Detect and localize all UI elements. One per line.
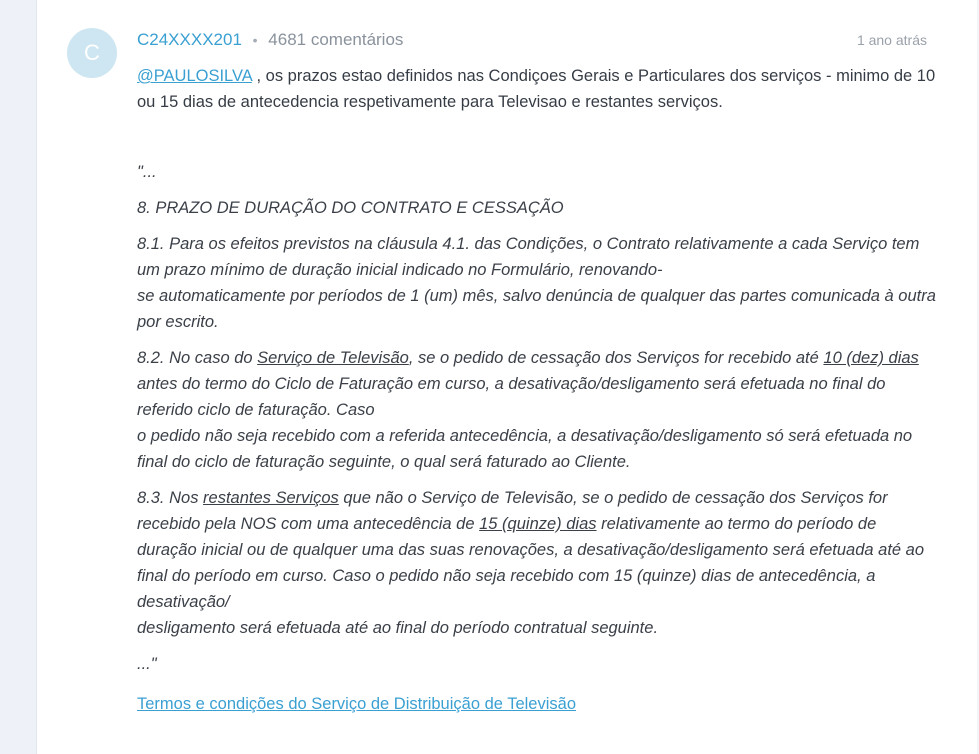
clause-8-3-pre: 8.3. Nos [137,489,204,507]
clause-8-3-text-b: desligamento será efetuada até ao final do período contratual seguinte. [137,619,659,637]
clause-8-3 [137,485,937,641]
clause-8-1-text-b: se automaticamente por períodos de 1 (um) mês, salvo denúncia de qualquer das partes comunicada à outra por escrito. [137,287,936,331]
quote-close: ..." [137,655,157,673]
timestamp[interactable]: 1 ano atrás [856,32,927,48]
comment-body [137,63,937,717]
comment-card [36,0,979,754]
clause-8-3-post: relativamente ao termo do período de duração inicial ou de qualquer uma das suas renovações, a desativação/desligamento será efetuada até ao final do período em curso. Caso o pedido não seja recebido com 15 (quinze) dias de antecedência, a desativação/ [137,515,925,611]
intro-text: , os prazos estao definidos nas Condiçoes Gerais e Particulares dos serviços - minimo de 10 ou 15 dias de antecedencia respetivamente para Televisao e restantes serviços. [137,67,936,111]
comment-header [137,28,927,52]
clause-8-2-mid: , se o pedido de cessação dos Serviços for recebido até [408,349,824,367]
username-link[interactable]: C24XXXX201 [137,30,242,49]
separator-dot: • [252,32,258,48]
quote-open: "... [137,163,157,181]
comment-count: 4681 comentários [268,30,404,49]
clause-8-2-post: antes do termo do Ciclo de Faturação em curso, a desativação/desligamento será efetuada no final do referido ciclo de faturação. Caso [137,375,886,419]
intro-paragraph [137,63,937,115]
terms-link[interactable]: Termos e condições do Serviço de Distribuição de Televisão [137,695,577,713]
clause-8-1 [137,231,937,335]
clause-8-3-underline-services: restantes Serviços [203,489,339,507]
clause-8-3-underline-days: 15 (quinze) dias [479,515,597,533]
quoted-terms [137,159,937,677]
clause-8-2-text-b: o pedido não seja recebido com a referida antecedência, a desativação/desligamento só será efetuada no final do ciclo de faturação seguinte, o qual será faturado ao Cliente. [137,427,913,471]
mention-link[interactable]: @PAULOSILVA [137,67,252,85]
clause-8-2-pre: 8.2. No caso do [137,349,258,367]
clause-8-1-text-a: 8.1. Para os efeitos previstos na cláusula 4.1. das Condições, o Contrato relativamente a cada Serviço tem um prazo mínimo de duração inicial indicado no Formulário, renovando- [137,235,920,279]
clause-8-2-underline-service: Serviço de Televisão [257,349,409,367]
avatar[interactable]: C [67,28,117,78]
clause-8-2 [137,345,937,475]
section-heading: 8. PRAZO DE DURAÇÃO DO CONTRATO E CESSAÇÃO [137,199,564,217]
clause-8-2-underline-days: 10 (dez) dias [823,349,919,367]
clause-8-3-mid: que não o Serviço de Televisão, se o pedido de cessação dos Serviços for recebido pela NOS com uma antecedência de [137,489,888,533]
